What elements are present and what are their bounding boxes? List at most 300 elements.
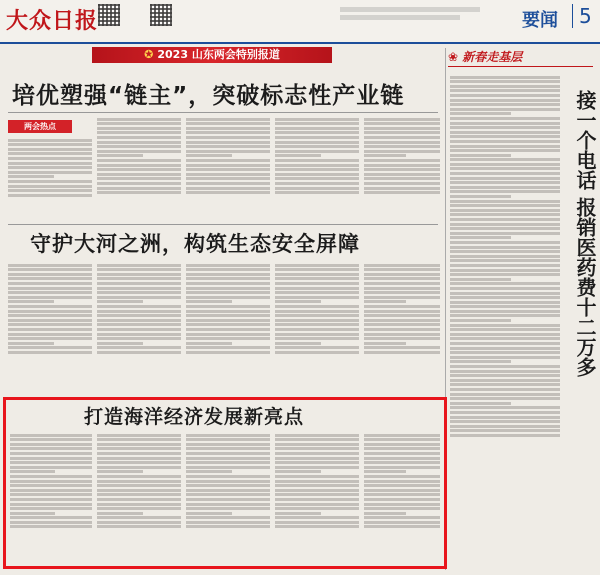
text-line bbox=[8, 143, 92, 146]
text-line bbox=[364, 498, 440, 501]
text-line bbox=[97, 131, 181, 134]
text-line bbox=[450, 255, 560, 258]
text-line bbox=[97, 351, 181, 354]
text-line bbox=[186, 314, 270, 317]
text-line bbox=[10, 466, 92, 469]
text-line bbox=[186, 164, 270, 167]
text-line bbox=[364, 173, 440, 176]
text-line bbox=[10, 447, 92, 450]
text-line bbox=[275, 351, 359, 354]
text-line bbox=[8, 351, 92, 354]
text-line bbox=[364, 145, 440, 148]
text-line bbox=[186, 438, 270, 441]
text-line bbox=[450, 406, 560, 409]
party-emblem-icon: ✪ bbox=[144, 48, 154, 61]
text-line bbox=[8, 342, 54, 345]
text-line bbox=[364, 516, 440, 519]
text-line bbox=[8, 180, 92, 183]
text-line bbox=[97, 470, 143, 473]
text-line bbox=[10, 461, 92, 464]
text-line bbox=[97, 145, 181, 148]
text-line bbox=[364, 323, 440, 326]
text-line bbox=[97, 512, 143, 515]
text-line bbox=[186, 168, 270, 171]
text-line bbox=[364, 489, 440, 492]
article-body-column bbox=[364, 262, 440, 392]
text-line bbox=[364, 122, 440, 125]
text-line bbox=[10, 493, 92, 496]
text-line bbox=[275, 173, 359, 176]
text-line bbox=[186, 277, 270, 280]
text-line bbox=[450, 416, 560, 419]
text-line bbox=[186, 323, 270, 326]
text-line bbox=[186, 507, 270, 510]
text-line bbox=[186, 191, 270, 194]
text-line bbox=[364, 273, 440, 276]
text-line bbox=[10, 457, 92, 460]
text-line bbox=[97, 277, 181, 280]
text-line bbox=[450, 204, 560, 207]
text-line bbox=[275, 127, 359, 130]
text-line bbox=[364, 452, 440, 455]
text-line bbox=[275, 141, 359, 144]
text-line bbox=[97, 314, 181, 317]
text-line bbox=[186, 498, 270, 501]
text-line bbox=[275, 434, 359, 437]
text-line bbox=[186, 268, 270, 271]
text-line bbox=[8, 194, 92, 197]
text-line bbox=[186, 447, 270, 450]
text-line bbox=[450, 379, 560, 382]
text-line bbox=[275, 470, 321, 473]
text-line bbox=[186, 182, 270, 185]
text-line bbox=[275, 466, 359, 469]
text-line bbox=[10, 484, 92, 487]
text-line bbox=[275, 484, 359, 487]
text-line bbox=[450, 393, 560, 396]
text-line bbox=[275, 118, 359, 121]
text-line bbox=[364, 521, 440, 524]
article-body-column bbox=[10, 432, 92, 564]
text-line bbox=[364, 264, 440, 267]
text-line bbox=[364, 434, 440, 437]
text-line bbox=[275, 177, 359, 180]
text-line bbox=[186, 118, 270, 121]
text-line bbox=[364, 282, 440, 285]
text-line bbox=[97, 310, 181, 313]
text-line bbox=[450, 76, 560, 79]
text-line bbox=[8, 175, 54, 178]
text-line bbox=[364, 131, 440, 134]
text-line bbox=[450, 397, 560, 400]
text-line bbox=[275, 507, 359, 510]
text-line bbox=[364, 507, 440, 510]
text-line bbox=[364, 296, 440, 299]
text-line bbox=[275, 452, 359, 455]
text-line bbox=[364, 480, 440, 483]
text-line bbox=[275, 333, 359, 336]
text-line bbox=[364, 118, 440, 121]
text-line bbox=[97, 346, 181, 349]
text-line bbox=[364, 493, 440, 496]
text-line bbox=[275, 346, 359, 349]
text-line bbox=[97, 187, 181, 190]
text-line bbox=[186, 480, 270, 483]
text-line bbox=[364, 443, 440, 446]
text-line bbox=[450, 278, 511, 281]
text-line bbox=[275, 480, 359, 483]
text-line bbox=[364, 346, 440, 349]
text-line bbox=[364, 164, 440, 167]
text-line bbox=[275, 136, 359, 139]
text-line bbox=[186, 150, 270, 153]
text-line bbox=[97, 154, 143, 157]
text-line bbox=[186, 503, 270, 506]
text-line bbox=[275, 319, 359, 322]
text-line bbox=[450, 186, 560, 189]
text-line bbox=[97, 516, 181, 519]
text-line bbox=[450, 425, 560, 428]
text-line bbox=[450, 429, 560, 432]
text-line bbox=[8, 277, 92, 280]
masthead bbox=[0, 0, 600, 44]
article-body-column bbox=[275, 432, 359, 564]
text-line bbox=[364, 187, 440, 190]
text-line bbox=[364, 328, 440, 331]
text-line bbox=[450, 370, 560, 373]
text-line bbox=[275, 168, 359, 171]
text-line bbox=[450, 117, 560, 120]
text-line bbox=[275, 282, 359, 285]
column-divider bbox=[445, 48, 446, 570]
text-line bbox=[450, 264, 560, 267]
xinchun-column-label: ❀ 新春走基层 bbox=[448, 50, 523, 64]
text-line bbox=[97, 118, 181, 121]
text-line bbox=[450, 351, 560, 354]
text-line bbox=[450, 112, 511, 115]
text-line bbox=[8, 171, 92, 174]
text-line bbox=[10, 434, 92, 437]
text-line bbox=[186, 351, 270, 354]
text-line bbox=[450, 108, 560, 111]
text-line bbox=[275, 300, 321, 303]
text-line bbox=[275, 122, 359, 125]
text-line bbox=[275, 145, 359, 148]
text-line bbox=[186, 512, 232, 515]
lead-headline: 培优塑强“链主”，突破标志性产业链 bbox=[12, 83, 405, 109]
text-line bbox=[364, 141, 440, 144]
page-number: 5 bbox=[572, 4, 592, 28]
text-line bbox=[450, 209, 560, 212]
text-line bbox=[97, 282, 181, 285]
text-line bbox=[8, 319, 92, 322]
text-line bbox=[97, 291, 181, 294]
text-line bbox=[97, 452, 181, 455]
text-line bbox=[275, 273, 359, 276]
text-line bbox=[186, 154, 232, 157]
text-line bbox=[8, 166, 92, 169]
text-line bbox=[97, 521, 181, 524]
text-line bbox=[450, 85, 560, 88]
text-line bbox=[275, 131, 359, 134]
text-line bbox=[186, 346, 270, 349]
text-line bbox=[450, 181, 560, 184]
text-line bbox=[275, 287, 359, 290]
text-line bbox=[364, 484, 440, 487]
text-line bbox=[10, 480, 92, 483]
text-line bbox=[186, 177, 270, 180]
text-line bbox=[364, 277, 440, 280]
text-line bbox=[450, 273, 560, 276]
text-line bbox=[450, 218, 560, 221]
text-line bbox=[450, 342, 560, 345]
text-line bbox=[97, 296, 181, 299]
text-line bbox=[364, 191, 440, 194]
text-line bbox=[186, 173, 270, 176]
divider bbox=[448, 66, 593, 67]
text-line bbox=[450, 195, 511, 198]
text-line bbox=[364, 319, 440, 322]
text-line bbox=[450, 314, 560, 317]
text-line bbox=[97, 150, 181, 153]
text-line bbox=[186, 187, 270, 190]
text-line bbox=[8, 287, 92, 290]
text-line bbox=[10, 443, 92, 446]
text-line bbox=[450, 388, 560, 391]
text-line bbox=[364, 177, 440, 180]
text-line bbox=[97, 287, 181, 290]
text-line bbox=[97, 300, 143, 303]
text-line bbox=[10, 521, 92, 524]
text-line bbox=[186, 310, 270, 313]
text-line bbox=[186, 328, 270, 331]
text-line bbox=[450, 227, 560, 230]
article-body-column bbox=[8, 137, 92, 222]
text-line bbox=[364, 127, 440, 130]
text-line bbox=[450, 145, 560, 148]
text-line bbox=[97, 305, 181, 308]
text-line bbox=[186, 342, 232, 345]
text-line bbox=[186, 300, 232, 303]
text-line bbox=[275, 461, 359, 464]
text-line bbox=[275, 493, 359, 496]
text-line bbox=[450, 200, 560, 203]
text-line bbox=[8, 296, 92, 299]
text-line bbox=[8, 328, 92, 331]
text-line bbox=[97, 191, 181, 194]
text-line bbox=[10, 503, 92, 506]
text-line bbox=[364, 182, 440, 185]
text-line bbox=[450, 149, 560, 152]
text-line bbox=[450, 158, 560, 161]
text-line bbox=[275, 268, 359, 271]
text-line bbox=[97, 177, 181, 180]
text-line bbox=[450, 305, 560, 308]
text-line bbox=[97, 182, 181, 185]
text-line bbox=[450, 310, 560, 313]
text-line bbox=[275, 291, 359, 294]
text-line bbox=[364, 512, 406, 515]
text-line bbox=[186, 525, 270, 528]
text-line bbox=[275, 521, 359, 524]
newspaper-logo: 大众日报 bbox=[6, 8, 99, 34]
text-line bbox=[186, 305, 270, 308]
text-line bbox=[275, 447, 359, 450]
text-line bbox=[450, 223, 560, 226]
text-line bbox=[275, 525, 359, 528]
text-line bbox=[364, 333, 440, 336]
text-line bbox=[450, 301, 560, 304]
divider bbox=[8, 112, 438, 113]
text-line bbox=[97, 434, 181, 437]
text-line bbox=[8, 148, 92, 151]
text-line bbox=[8, 291, 92, 294]
text-line bbox=[10, 452, 92, 455]
text-line bbox=[275, 337, 359, 340]
text-line bbox=[364, 351, 440, 354]
text-line bbox=[97, 337, 181, 340]
text-line bbox=[450, 374, 560, 377]
text-line bbox=[186, 273, 270, 276]
text-line bbox=[450, 292, 560, 295]
text-line bbox=[186, 127, 270, 130]
text-line bbox=[275, 489, 359, 492]
text-line bbox=[450, 324, 560, 327]
text-line bbox=[186, 159, 270, 162]
text-line bbox=[8, 333, 92, 336]
text-line bbox=[275, 277, 359, 280]
special-report-banner bbox=[92, 47, 332, 63]
text-line bbox=[97, 168, 181, 171]
text-line bbox=[364, 287, 440, 290]
text-line bbox=[97, 319, 181, 322]
text-line bbox=[364, 300, 406, 303]
text-line bbox=[10, 489, 92, 492]
text-line bbox=[97, 489, 181, 492]
text-line bbox=[364, 503, 440, 506]
text-line bbox=[275, 503, 359, 506]
text-line bbox=[275, 154, 321, 157]
text-line bbox=[364, 291, 440, 294]
article-body-column bbox=[450, 74, 560, 569]
text-line bbox=[186, 470, 232, 473]
text-line bbox=[275, 310, 359, 313]
text-line bbox=[364, 470, 406, 473]
text-line bbox=[450, 319, 511, 322]
text-line bbox=[450, 177, 560, 180]
article-body-column bbox=[97, 116, 181, 222]
article-body-column bbox=[8, 262, 92, 392]
text-line bbox=[186, 296, 270, 299]
text-line bbox=[450, 333, 560, 336]
text-line bbox=[8, 189, 92, 192]
text-line bbox=[97, 461, 181, 464]
text-line bbox=[275, 159, 359, 162]
text-line bbox=[450, 282, 560, 285]
text-line bbox=[8, 282, 92, 285]
text-line bbox=[186, 493, 270, 496]
text-line bbox=[97, 447, 181, 450]
text-line bbox=[450, 154, 511, 157]
text-line bbox=[97, 164, 181, 167]
article-body-column bbox=[275, 116, 359, 222]
text-line bbox=[450, 383, 560, 386]
text-line bbox=[186, 264, 270, 267]
text-line bbox=[364, 154, 406, 157]
text-line bbox=[186, 457, 270, 460]
text-line bbox=[186, 521, 270, 524]
text-line bbox=[186, 516, 270, 519]
text-line bbox=[364, 136, 440, 139]
text-line bbox=[186, 319, 270, 322]
text-line bbox=[186, 475, 270, 478]
text-line bbox=[8, 273, 92, 276]
text-line bbox=[186, 452, 270, 455]
text-line bbox=[97, 323, 181, 326]
text-line bbox=[8, 157, 92, 160]
text-line bbox=[364, 310, 440, 313]
text-line bbox=[450, 94, 560, 97]
column-tag-hot: 两会热点 bbox=[8, 120, 72, 133]
article-body-column bbox=[275, 262, 359, 392]
text-line bbox=[97, 438, 181, 441]
text-line bbox=[186, 136, 270, 139]
text-line bbox=[97, 507, 181, 510]
text-line bbox=[275, 516, 359, 519]
text-line bbox=[450, 434, 560, 437]
text-line bbox=[364, 314, 440, 317]
text-line bbox=[364, 305, 440, 308]
text-line bbox=[97, 268, 181, 271]
text-line bbox=[97, 333, 181, 336]
text-line bbox=[364, 268, 440, 271]
text-line bbox=[275, 164, 359, 167]
text-line bbox=[275, 443, 359, 446]
article-body-column bbox=[97, 432, 181, 564]
article-body-column bbox=[97, 262, 181, 392]
text-line bbox=[450, 402, 511, 405]
text-line bbox=[275, 187, 359, 190]
text-line bbox=[8, 162, 92, 165]
text-line bbox=[186, 291, 270, 294]
text-line bbox=[186, 145, 270, 148]
text-line bbox=[450, 269, 560, 272]
text-line bbox=[275, 323, 359, 326]
text-line bbox=[186, 337, 270, 340]
text-line bbox=[186, 489, 270, 492]
text-line bbox=[97, 466, 181, 469]
text-line bbox=[364, 159, 440, 162]
text-line bbox=[450, 420, 560, 423]
masthead-meta bbox=[340, 7, 490, 20]
text-line bbox=[364, 457, 440, 460]
text-line bbox=[275, 475, 359, 478]
text-line bbox=[450, 103, 560, 106]
text-line bbox=[186, 141, 270, 144]
text-line bbox=[364, 438, 440, 441]
article-body-column bbox=[186, 116, 270, 222]
text-line bbox=[364, 525, 440, 528]
text-line bbox=[450, 126, 560, 129]
article-body-column bbox=[186, 262, 270, 392]
text-line bbox=[10, 512, 55, 515]
text-line bbox=[450, 347, 560, 350]
text-line bbox=[450, 135, 560, 138]
text-line bbox=[450, 241, 560, 244]
text-line bbox=[450, 232, 560, 235]
text-line bbox=[186, 484, 270, 487]
text-line bbox=[450, 259, 560, 262]
